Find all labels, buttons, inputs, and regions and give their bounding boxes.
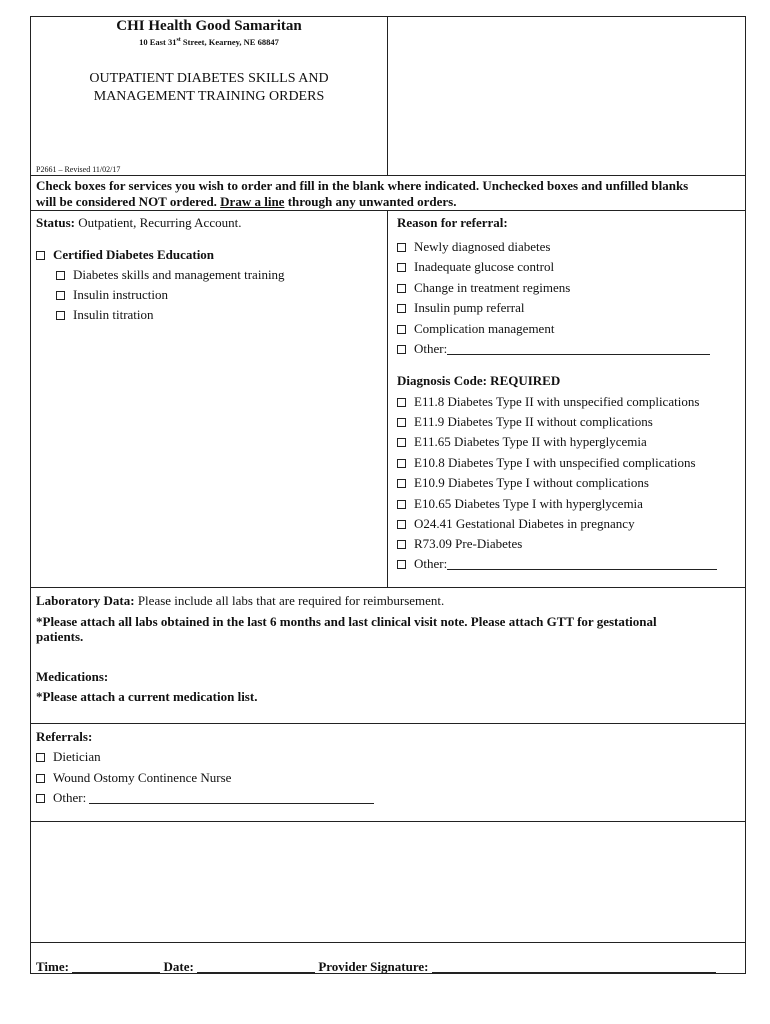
reason-item-0[interactable]: Newly diagnosed diabetes <box>397 239 550 255</box>
referral-other-field[interactable] <box>89 792 374 804</box>
edu-item-2[interactable]: Insulin instruction <box>56 287 168 303</box>
edu-item-3[interactable]: Insulin titration <box>56 307 154 323</box>
divider-lab <box>31 587 745 588</box>
divider-referrals <box>31 723 745 724</box>
dx-other-field[interactable] <box>447 558 717 570</box>
checkbox-reason-other[interactable] <box>397 345 406 354</box>
reason-item-2[interactable]: Change in treatment regimens <box>397 280 570 296</box>
diagnosis-item-7[interactable]: R73.09 Pre-Diabetes <box>397 536 522 552</box>
checkbox-insulin-instruction[interactable] <box>56 291 65 300</box>
referral-item-other[interactable]: Other: <box>36 790 374 806</box>
order-form <box>30 16 746 974</box>
form-title-line1: OUTPATIENT DIABETES SKILLS AND <box>89 71 329 86</box>
status-line: Status: Outpatient, Recurring Account. <box>36 215 242 230</box>
referrals-title: Referrals: <box>36 729 93 744</box>
reason-item-other[interactable]: Other: <box>397 341 710 357</box>
checkbox-skills-training[interactable] <box>56 271 65 280</box>
column-divider-vertical <box>387 210 388 587</box>
checkbox-dx-3[interactable] <box>397 459 406 468</box>
reason-item-4[interactable]: Complication management <box>397 321 554 337</box>
org-name: CHI Health Good Samaritan <box>116 18 302 34</box>
instructions-line2: will be considered NOT ordered. Draw a line through any unwanted orders. <box>36 194 457 209</box>
checkbox-reason-4[interactable] <box>397 325 406 334</box>
divider-header <box>31 175 745 176</box>
checkbox-reason-1[interactable] <box>397 263 406 272</box>
checkbox-dx-6[interactable] <box>397 520 406 529</box>
checkbox-dx-2[interactable] <box>397 438 406 447</box>
form-number: P2661 – Revised 11/02/17 <box>36 165 121 174</box>
edu-item-1[interactable]: Diabetes skills and management training <box>56 267 285 283</box>
edu-item-0[interactable]: Certified Diabetes Education <box>36 247 214 263</box>
checkbox-referral-other[interactable] <box>36 794 45 803</box>
diagnosis-title: Diagnosis Code: REQUIRED <box>397 373 561 388</box>
checkbox-referral-wocn[interactable] <box>36 774 45 783</box>
instructions-line1: Check boxes for services you wish to order and fill in the blank where indicated. Unchecked boxes and unfilled blanks <box>36 178 689 193</box>
diagnosis-item-2[interactable]: E11.65 Diabetes Type II with hyperglycemia <box>397 434 647 450</box>
form-title-line2: MANAGEMENT TRAINING ORDERS <box>93 89 325 104</box>
lab-note-line1: *Please attach all labs obtained in the last 6 months and last clinical visit note. Please attach GTT for gestational <box>36 614 657 629</box>
referral-item-wocn[interactable]: Wound Ostomy Continence Nurse <box>36 770 231 786</box>
lab-note-line2: patients. <box>36 629 84 644</box>
diagnosis-item-5[interactable]: E10.65 Diabetes Type I with hyperglycemia <box>397 496 643 512</box>
divider-notes <box>31 821 745 822</box>
checkbox-dx-5[interactable] <box>397 500 406 509</box>
provider-signature-field[interactable] <box>432 961 716 973</box>
reason-item-1[interactable]: Inadequate glucose control <box>397 259 554 275</box>
diagnosis-item-4[interactable]: E10.9 Diabetes Type I without complications <box>397 475 649 491</box>
divider-instructions <box>31 210 745 211</box>
checkbox-referral-dietician[interactable] <box>36 753 45 762</box>
time-field[interactable] <box>72 961 160 973</box>
reason-other-field[interactable] <box>447 343 710 355</box>
medications-note: *Please attach a current medication list. <box>36 689 258 704</box>
footer-line: Time: Date: Provider Signature: <box>36 959 716 975</box>
referral-reason-title: Reason for referral: <box>397 215 508 230</box>
checkbox-dx-0[interactable] <box>397 398 406 407</box>
medications-label: Medications: <box>36 669 109 684</box>
checkbox-reason-2[interactable] <box>397 284 406 293</box>
diagnosis-item-0[interactable]: E11.8 Diabetes Type II with unspecified complications <box>397 394 699 410</box>
checkbox-reason-0[interactable] <box>397 243 406 252</box>
checkbox-reason-3[interactable] <box>397 304 406 313</box>
org-address: 10 East 31st Street, Kearney, NE 68847 <box>139 37 279 47</box>
diagnosis-item-6[interactable]: O24.41 Gestational Diabetes in pregnancy <box>397 516 635 532</box>
diagnosis-item-other[interactable]: Other: <box>397 556 717 572</box>
checkbox-dx-7[interactable] <box>397 540 406 549</box>
checkbox-dx-other[interactable] <box>397 560 406 569</box>
checkbox-certified-education[interactable] <box>36 251 45 260</box>
date-field[interactable] <box>197 961 315 973</box>
divider-footer <box>31 942 745 943</box>
checkbox-dx-4[interactable] <box>397 479 406 488</box>
reason-item-3[interactable]: Insulin pump referral <box>397 300 524 316</box>
checkbox-dx-1[interactable] <box>397 418 406 427</box>
diagnosis-item-1[interactable]: E11.9 Diabetes Type II without complications <box>397 414 653 430</box>
lab-line: Laboratory Data: Please include all labs that are required for reimbursement. <box>36 593 445 608</box>
checkbox-insulin-titration[interactable] <box>56 311 65 320</box>
diagnosis-item-3[interactable]: E10.8 Diabetes Type I with unspecified complications <box>397 455 696 471</box>
header-divider-vertical <box>387 17 388 175</box>
referral-item-dietician[interactable]: Dietician <box>36 749 101 765</box>
